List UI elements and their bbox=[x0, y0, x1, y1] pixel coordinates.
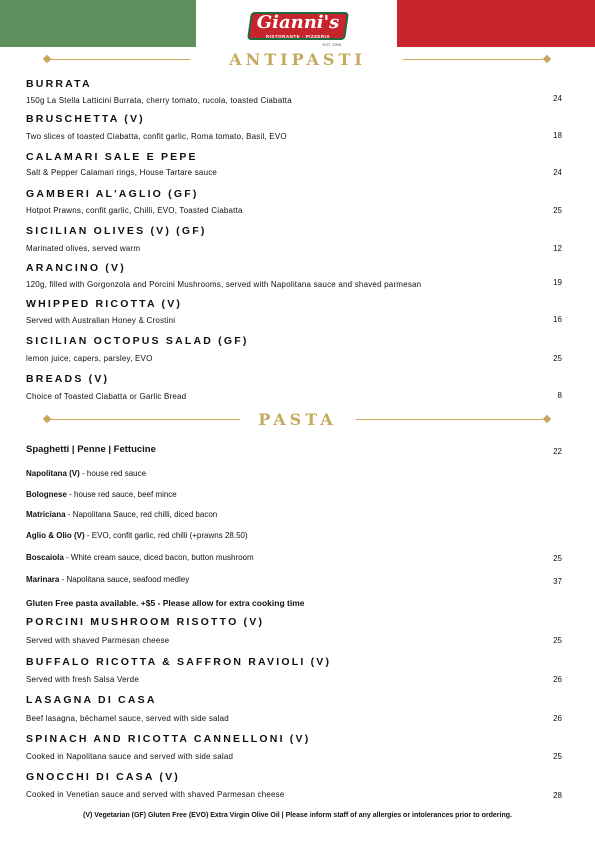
menu-item-name: ARANCINO (V) bbox=[26, 262, 126, 274]
menu-item-desc: 150g La Stella Latticini Burrata, cherry tomato, rucola, toasted Ciabatta bbox=[26, 96, 292, 105]
menu-item-name: SPINACH AND RICOTTA CANNELLONI (V) bbox=[26, 733, 311, 745]
antipasti-title: ANTIPASTI bbox=[229, 50, 366, 69]
pasta-title: PASTA bbox=[258, 410, 337, 429]
divider-line bbox=[403, 59, 543, 60]
menu-item-price: 25 bbox=[553, 354, 562, 363]
menu-item-price: 25 bbox=[553, 206, 562, 215]
sauce-desc: - Napolitana sauce, seafood medley bbox=[59, 575, 190, 584]
sauce-row bbox=[26, 490, 177, 499]
logo-name: Gianni's bbox=[256, 12, 340, 33]
menu-item-price: 25 bbox=[553, 636, 562, 645]
menu-item-desc: Marinated olives, served warm bbox=[26, 244, 141, 253]
menu-item-desc: Cooked in Venetian sauce and served with shaved Parmesan cheese bbox=[26, 790, 285, 799]
menu-item-price: 18 bbox=[553, 131, 562, 140]
menu-item-desc: Beef lasagna, béchamel sauce, served with side salad bbox=[26, 714, 229, 723]
menu-item-name: BRUSCHETTA (V) bbox=[26, 113, 145, 125]
sauce-name: Matriciana bbox=[26, 510, 66, 519]
sauce-price: 37 bbox=[553, 577, 562, 586]
menu-item-desc: Served with shaved Parmesan cheese bbox=[26, 636, 170, 645]
menu-item-price: 26 bbox=[553, 714, 562, 723]
menu-item-price: 28 bbox=[553, 791, 562, 800]
footer-legend: (V) Vegetarian (GF) Gluten Free (EVO) Extra Virgin Olive Oil | Please inform staff of any allergies or intolerances prior to ordering. bbox=[83, 812, 512, 819]
flag-green-band bbox=[0, 0, 196, 47]
sauce-desc: - White cream sauce, diced bacon, button mushroom bbox=[63, 553, 254, 562]
sauce-row bbox=[26, 553, 254, 562]
menu-item-name: BURRATA bbox=[26, 78, 92, 90]
menu-item-price: 16 bbox=[553, 315, 562, 324]
antipasti-header bbox=[0, 48, 595, 72]
menu-item-desc: Salt & Pepper Calamari rings, House Tartare sauce bbox=[26, 168, 218, 177]
sauce-price: 25 bbox=[553, 554, 562, 563]
menu-item-name: GNOCCHI DI CASA (V) bbox=[26, 771, 180, 783]
menu-item-name: PORCINI MUSHROOM RISOTTO (V) bbox=[26, 616, 265, 628]
sauce-name: Napolitana (V) bbox=[26, 469, 80, 478]
sauce-desc: - Napolitana Sauce, red chilli, diced bacon bbox=[65, 510, 218, 519]
menu-item-name: SICILIAN OCTOPUS SALAD (GF) bbox=[26, 335, 249, 347]
sauce-row bbox=[26, 575, 189, 584]
menu-item-price: 24 bbox=[553, 168, 562, 177]
menu-item-desc: Hotpot Prawns, confit garlic, Chilli, EVO, Toasted Ciabatta bbox=[26, 206, 243, 215]
sauce-name: Marinara bbox=[26, 575, 60, 584]
giannis-logo bbox=[249, 12, 347, 46]
menu-item-price: 12 bbox=[553, 244, 562, 253]
sauce-desc: - EVO, confit garlic, red chilli (+prawns 28.50) bbox=[84, 531, 248, 540]
sauce-desc: - house red sauce bbox=[79, 469, 147, 478]
sauce-row bbox=[26, 531, 248, 540]
menu-item-price: 25 bbox=[553, 752, 562, 761]
sauce-name: Bolognese bbox=[26, 490, 67, 499]
menu-item-price: 26 bbox=[553, 675, 562, 684]
menu-item-desc: Two slices of toasted Ciabatta, confit garlic, Roma tomato, Basil, EVO bbox=[26, 132, 287, 141]
menu-item-name: SICILIAN OLIVES (V) (GF) bbox=[26, 225, 207, 237]
sauce-desc: - house red sauce, beef mince bbox=[66, 490, 177, 499]
sauce-name: Boscaiola bbox=[26, 553, 64, 562]
pasta-shapes-price: 22 bbox=[553, 447, 562, 456]
sauce-row bbox=[26, 469, 146, 478]
menu-item-price: 8 bbox=[557, 391, 562, 400]
flag-red-band bbox=[397, 0, 595, 47]
logo-est: EST. 1999 bbox=[322, 42, 341, 47]
menu-item-desc: Served with Australian Honey & Crostini bbox=[26, 316, 176, 325]
menu-item-desc: Cooked in Napolitana sauce and served with side salad bbox=[26, 752, 234, 761]
sauce-row bbox=[26, 510, 217, 519]
sauce-name: Aglio & Olio (V) bbox=[26, 531, 85, 540]
menu-item-name: GAMBERI AL'AGLIO (GF) bbox=[26, 188, 199, 200]
menu-item-desc: Choice of Toasted Ciabatta or Garlic Bread bbox=[26, 392, 187, 401]
menu-item-price: 24 bbox=[553, 94, 562, 103]
menu-item-desc: lemon juice, capers, parsley, EVO bbox=[26, 354, 153, 363]
gluten-free-note: Gluten Free pasta available. +$5 - Please allow for extra cooking time bbox=[26, 598, 305, 608]
menu-item-name: LASAGNA DI CASA bbox=[26, 694, 157, 706]
menu-item-name: CALAMARI SALE E PEPE bbox=[26, 151, 198, 163]
logo-tagline: RISTORANTE · PIZZERIA bbox=[265, 34, 331, 39]
divider-line bbox=[356, 419, 543, 420]
menu-item-desc: Served with fresh Salsa Verde bbox=[26, 675, 139, 684]
menu-item-name: BREADS (V) bbox=[26, 373, 110, 385]
menu-item-name: WHIPPED RICOTTA (V) bbox=[26, 298, 183, 310]
menu-item-name: BUFFALO RICOTTA & SAFFRON RAVIOLI (V) bbox=[26, 656, 332, 668]
pasta-shapes: Spaghetti | Penne | Fettucine bbox=[26, 444, 156, 455]
menu-item-price: 19 bbox=[553, 278, 562, 287]
menu-item-desc: 120g, filled with Gorgonzola and Porcini Mushrooms, served with Napolitana sauce and shaved parmesan bbox=[26, 280, 422, 289]
pasta-header bbox=[0, 408, 595, 432]
